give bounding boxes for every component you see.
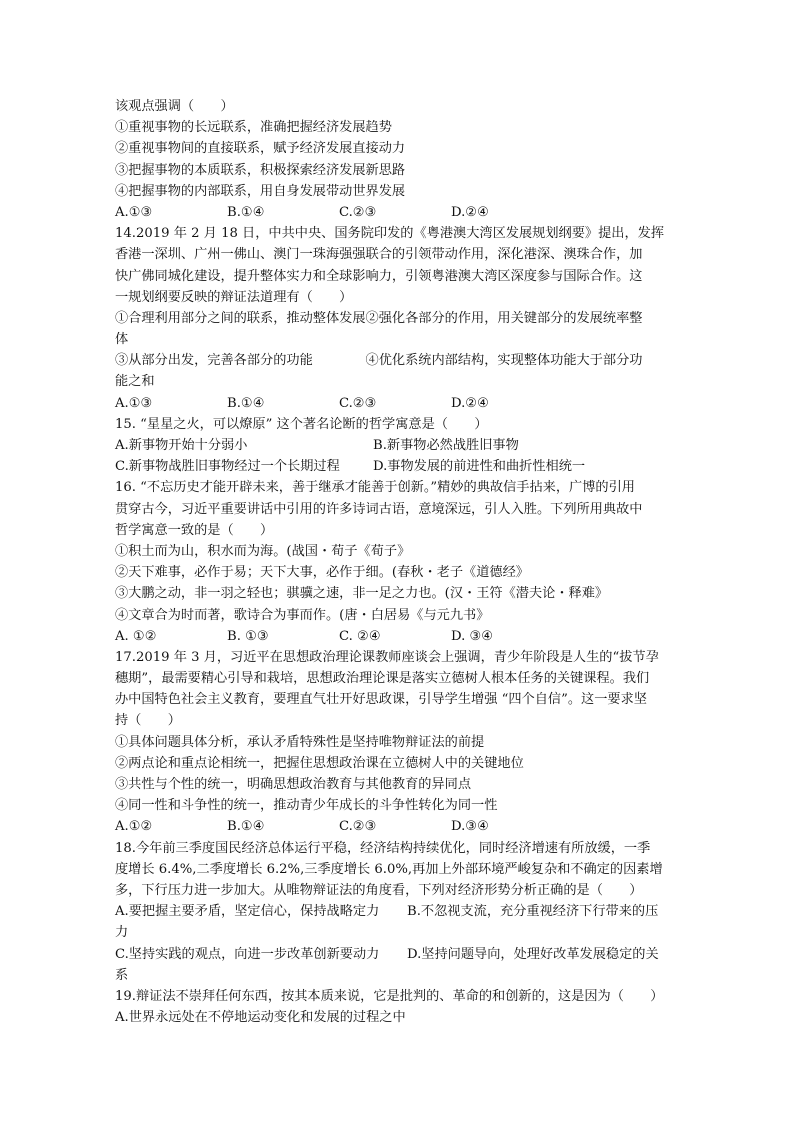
- question-stem-line: 贯穿古今，习近平重要讲话中引用的许多诗词古语，意境深远，引人入胜。下列所用典故中: [115, 501, 643, 517]
- answer-options: [115, 435, 680, 456]
- question-stem-line: 度增长 6.4%,二季度增长 6.2%,三季度增长 6.0%,再加上外部环境严峻复杂和不确定的因素增: [115, 861, 663, 877]
- question-stem-line: 16. “不忘历史才能开辟未来，善于继承才能善于创新。”精妙的典故信手拈来，广博的引用: [115, 480, 635, 496]
- option-d-continued: 系: [115, 967, 129, 983]
- question-19: [115, 986, 680, 1028]
- option-d: D. ③④: [451, 628, 494, 644]
- option-c: C.②③: [339, 819, 377, 835]
- option-b-continued: 力: [115, 925, 129, 941]
- question-16: [115, 477, 680, 647]
- statement-item: 体: [115, 332, 129, 348]
- option-c: C.②③: [339, 204, 377, 220]
- option-d: D.②④: [451, 395, 489, 411]
- statement-item: ③共性与个性的统一，明确思想政治教育与其他教育的异同点: [115, 777, 472, 792]
- option-b: B.新事物必然战胜旧事物: [373, 438, 519, 453]
- question-15: [115, 414, 680, 478]
- statement-item: ④同一性和斗争性的统一，推动青少年成长的斗争性转化为同一性: [115, 798, 498, 814]
- option-d: D.事物发展的前进性和曲折性相统一: [373, 459, 586, 475]
- option-c: C.新事物战胜旧事物经过一个长期过程: [115, 459, 340, 475]
- option-a: A.新事物开始十分弱小: [115, 438, 248, 453]
- answer-options: [115, 393, 680, 414]
- answer-options: [115, 202, 680, 223]
- option-a: A.①③: [115, 395, 153, 411]
- option-a: A. ①②: [115, 628, 157, 644]
- statement-item: ②两点论和重点论相统一，把握住思想政治课在立德树人中的关键地位: [115, 755, 524, 771]
- question-stem-line: 一规划纲要反映的辩证法道理有（ ）: [115, 289, 353, 305]
- question-17: [115, 647, 680, 838]
- question-stem-line: 哲学寓意一致的是（ ）: [115, 522, 274, 538]
- question-stem-line: 香港一深圳、广州一佛山、澳门一珠海强强联合的引领带动作用，深化港深、澳珠合作，加: [115, 247, 643, 263]
- option-b: B.①④: [227, 819, 265, 835]
- exam-page: [115, 96, 680, 1028]
- question-18: [115, 838, 680, 986]
- option-a: A.①③: [115, 204, 153, 220]
- statement-item: ①重视事物的长远联系，准确把握经济发展趋势: [115, 120, 392, 136]
- option-c: C.②③: [339, 395, 377, 411]
- answer-options: [115, 901, 680, 922]
- answer-options: [115, 456, 680, 477]
- answer-options: [115, 626, 680, 647]
- option-a: A.世界永远处在不停地运动变化和发展的过程之中: [115, 1010, 406, 1026]
- question-stem-line: 办中国特色社会主义教育，要理直气壮开好思政课，引导学生增强 “四个自信”。这一要求坚: [115, 692, 647, 708]
- statement-item: ①具体问题具体分析，承认矛盾特殊性是坚持唯物辩证法的前提: [115, 734, 485, 750]
- statement-item: ①合理利用部分之间的联系，推动整体发展②强化各部分的作用，用关键部分的发展统率整: [115, 310, 643, 326]
- statement-item: ②重视事物间的直接联系，赋予经济发展直接动力: [115, 141, 406, 157]
- question-stem: 15. “星星之火，可以燎原” 这个著名论断的哲学寓意是（ ）: [115, 416, 488, 432]
- option-a: A.①②: [115, 819, 153, 835]
- statement-item: ③大鹏之动，非一羽之轻也；骐骥之速，非一足之力也。(汉・王符《潜夫论・释难》: [115, 586, 609, 602]
- option-a: A.要把握主要矛盾，坚定信心，保持战略定力: [115, 904, 380, 920]
- statement-item: ①积土而为山，积水而为海。(战国・荀子《荀子》: [115, 543, 411, 559]
- question-stem-line: 快广佛同城化建设，提升整体实力和全球影响力，引领粤港澳大湾区深度参与国际合作。这: [115, 268, 643, 284]
- question-14: [115, 223, 680, 414]
- statement-item: ②天下难事，必作于易；天下大事，必作于细。(春秋・老子《道德经》: [115, 565, 529, 581]
- option-c: C. ②④: [339, 628, 381, 644]
- question-stem-line: 持（ ）: [115, 713, 181, 729]
- question-stem-line: 18.今年前三季度国民经济总体运行平稳，经济结构持续优化，同时经济增速有所放缓，一季: [115, 840, 651, 856]
- option-b: B.不忽视支流，充分重视经济下行带来的压: [407, 904, 659, 920]
- statement-item: ④把握事物的内部联系，用自身发展带动世界发展: [115, 183, 406, 199]
- question-stem-line: 穗期”，最需要精心引导和栽培，思想政治理论课是落实立德树人根本任务的关键课程。我们: [115, 671, 650, 687]
- option-b: B.①④: [227, 395, 265, 411]
- option-b: B. ①③: [227, 628, 269, 644]
- option-c: C.坚持实践的观点，向进一步改革创新要动力: [115, 946, 380, 962]
- option-d: D.②④: [451, 204, 489, 220]
- statement-item: ③从部分出发，完善各部分的功能 ④优化系统内部结构，实现整体功能大于部分功: [115, 353, 643, 369]
- question-stem: 19.辩证法不崇拜任何东西，按其本质来说，它是批判的、革命的和创新的，这是因为（ ）: [115, 988, 664, 1004]
- option-d: D.③④: [451, 819, 489, 835]
- question-stem-line: 14.2019 年 2 月 18 日，中共中央、国务院印发的《粤港澳大湾区发展规划纲要》提出，发挥: [115, 226, 665, 242]
- statement-item: ④文章合为时而著，歌诗合为事而作。(唐・白居易《与元九书》: [115, 607, 490, 623]
- answer-options: [115, 816, 680, 837]
- option-d: D.坚持问题导向，处理好改革发展稳定的关: [407, 946, 659, 962]
- question-stem: 该观点强调（ ）: [115, 99, 234, 114]
- option-b: B.①④: [227, 204, 265, 220]
- statement-item: ③把握事物的本质联系，积极探索经济发展新思路: [115, 162, 406, 178]
- question-stem-line: 17.2019 年 3 月，习近平在思想政治理论课教师座谈会上强调，青少年阶段是人生的“拔节孕: [115, 649, 659, 665]
- question-13: [115, 96, 680, 223]
- statement-item: 能之和: [115, 374, 155, 390]
- question-stem-line: 多，下行压力进一步加大。从唯物辩证法的角度看，下列对经济形势分析正确的是（ ）: [115, 882, 643, 898]
- answer-options: [115, 944, 680, 965]
